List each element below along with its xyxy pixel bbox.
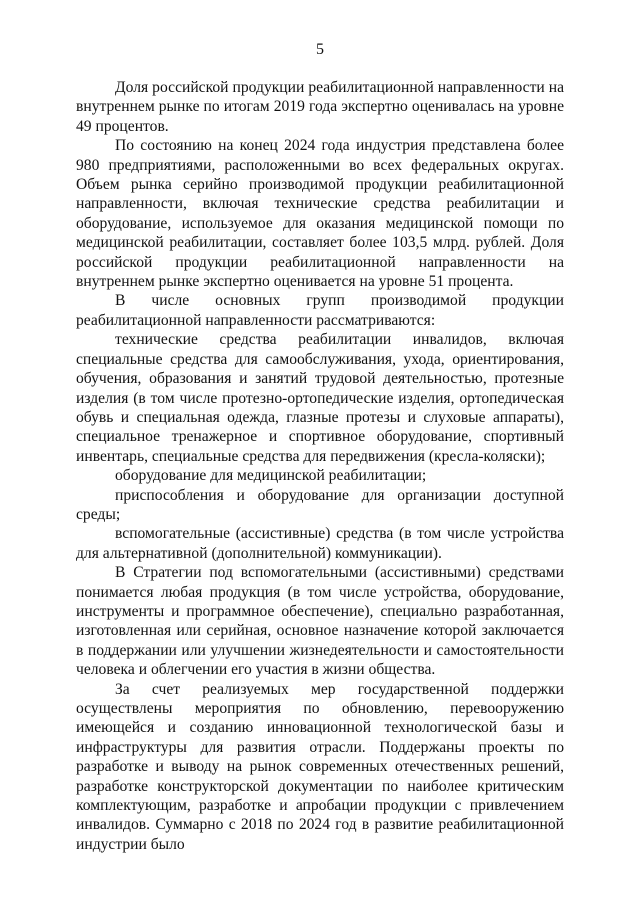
list-item-accessible-environment: приспособления и оборудование для организации доступной среды;: [76, 486, 564, 523]
list-item-assistive-means: вспомогательные (ассистивные) средства (в том числе устройства для альтернативной (дополнительной) коммуникации).: [76, 525, 564, 562]
page-number: 5: [316, 41, 324, 58]
document-body: [76, 78, 564, 854]
list-item-technical-means: технические средства реабилитации инвалидов, включая специальные средства для самообслуживания, ухода, ориентирования, обучения, образования и занятий трудовой деятельностью, протезные изделия (в том числе протезно-ортопедические изделия, ортопедическая обувь и специальная одежда, глазные протезы и слуховые аппараты), специальное тренажерное и спортивное оборудование, спортивный инвентарь, специальные средства для передвижения (кресла-коляски);: [76, 331, 564, 465]
list-item-medical-equipment: оборудование для медицинской реабилитации;: [115, 467, 427, 485]
paragraph-domestic-share-2019: Доля российской продукции реабилитационной направленности на внутреннем рынке по итогам 2019 года экспертно оценивалась на уровне 49 процентов.: [76, 79, 564, 135]
paragraph-industry-2024: По состоянию на конец 2024 года индустрия представлена более 980 предприятиями, расположенными во всех федеральных округах. Объем рынка серийно производимой продукции реабилитационной направленности, включая технические средства реабилитации и оборудование, используемое для оказания медицинской помощи по медицинской реабилитации, составляет более 103,5 млрд. рублей. Доля российской продукции реабилитационной направленности на внутреннем рынке экспертно оценивается на уровне 51 процента.: [76, 137, 564, 291]
paragraph-assistive-definition: В Стратегии под вспомогательными (ассистивными) средствами понимается любая продукция (в том числе устройства, оборудование, инструменты и программное обеспечение), специально разработанная, изготовленная или серийная, основное назначение которой заключается в поддержании или улучшении жизнедеятельности и самостоятельности человека и облегчении его участия в жизни общества.: [76, 564, 564, 679]
paragraph-product-groups-intro: В числе основных групп производимой продукции реабилитационной направленности рассматриваются:: [76, 292, 564, 329]
paragraph-state-support: За счет реализуемых мер государственной поддержки осуществлены мероприятия по обновлению, перевооружению имеющейся и созданию инновационной технологической базы и инфраструктуры для развития отрасли. Поддержаны проекты по разработке и выводу на рынок современных отечественных решений, разработке конструкторской документации по наиболее критическим комплектующим, разработке и апробации продукции с привлечением инвалидов. Суммарно с 2018 по 2024 год в развитие реабилитационной индустрии было: [76, 680, 564, 853]
